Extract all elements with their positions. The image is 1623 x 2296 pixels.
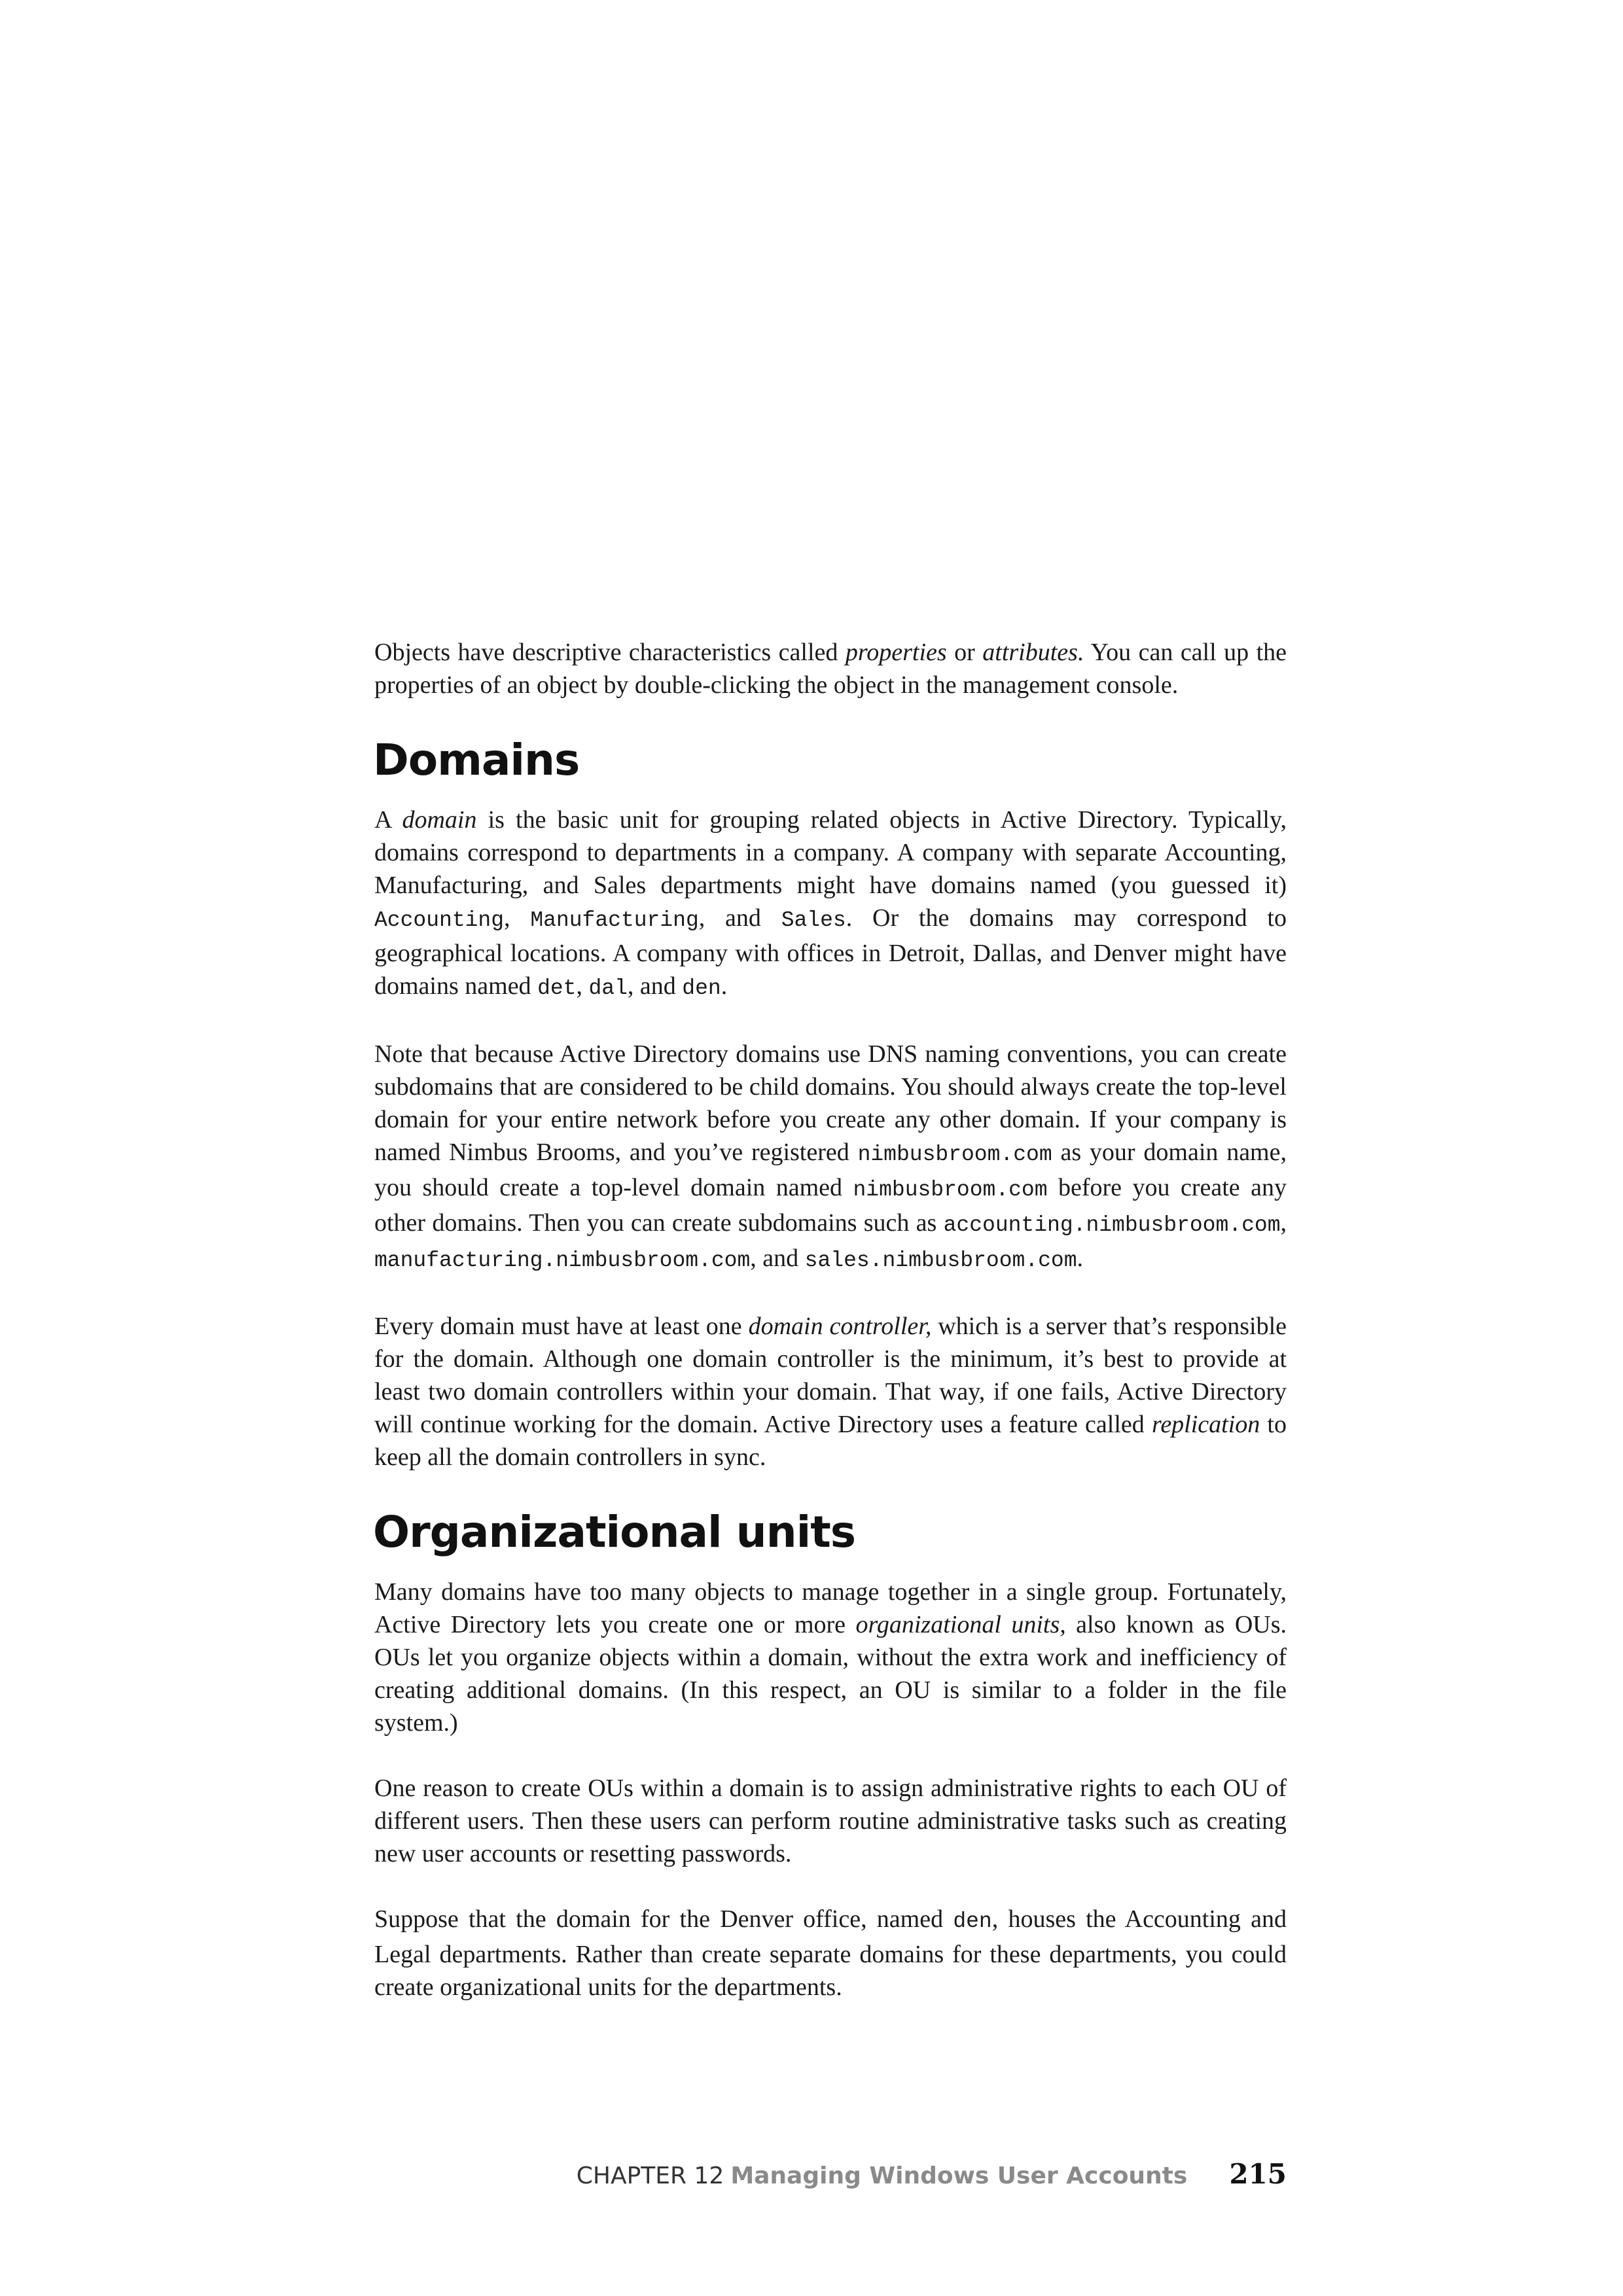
domains-paragraph-3 bbox=[374, 1310, 1287, 1474]
text-run: which is a server that’s responsible for the domain. Although one domain controller is the minimum, it’s best to provide at least two domain controllers within your domain. That way, if one fails, Active Directory will continue working for the domain. Active Directory uses a feature called bbox=[374, 1313, 1287, 1438]
organizational-units-heading: Organizational units bbox=[373, 1507, 856, 1557]
code-sales: Sales bbox=[781, 908, 846, 932]
text-run: . bbox=[721, 972, 728, 1000]
code-manufacturing: Manufacturing bbox=[530, 908, 699, 932]
text-run: Note that because Active Directory domains use DNS naming conventions, you can create subdomains that are considered to be child domains. You should always create the top-level domain for your entire network before you create any other domain. If your company is named Nimbus Brooms, and you’ve registered bbox=[374, 1040, 1287, 1166]
code-domain-name: nimbusbroom.com bbox=[853, 1178, 1048, 1202]
code-det: det bbox=[537, 976, 577, 1000]
code-subdomain-sales: sales.nimbusbroom.com bbox=[804, 1248, 1077, 1273]
text-run: Every domain must have at least one bbox=[374, 1313, 749, 1340]
chapter-label: CHAPTER 12 bbox=[576, 2163, 724, 2189]
text-run: , and bbox=[698, 904, 781, 932]
text-run: . bbox=[1077, 1245, 1084, 1272]
code-den: den bbox=[953, 1909, 992, 1934]
ous-paragraph-1 bbox=[374, 1576, 1287, 1739]
term-attributes: attributes. bbox=[982, 639, 1084, 666]
text-run: Objects have descriptive characteristics called bbox=[374, 639, 846, 666]
code-accounting: Accounting bbox=[374, 908, 505, 932]
text-run: , and bbox=[627, 972, 683, 1000]
code-domain-name: nimbusbroom.com bbox=[857, 1142, 1052, 1167]
text-run: Many domains have too many objects to manage together in a single group. Fortunately, Active Directory lets you create one or more bbox=[374, 1578, 1287, 1638]
text-run: is the basic unit for grouping related objects in Active Directory. Typically, domains correspond to departments in a company. A company with separate Accounting, Manufacturing, and Sales departments might have domains named (you guessed it) bbox=[374, 806, 1287, 899]
text-run: , bbox=[504, 904, 531, 932]
intro-paragraph bbox=[374, 636, 1287, 701]
text-run: You can call up the properties of an object by double-clicking the object in the management console. bbox=[374, 639, 1287, 699]
code-den: den bbox=[682, 976, 721, 1000]
text-run: also known as OUs. OUs let you organize objects within a domain, without the extra work and inefficiency of creating additional domains. (In this respect, an OU is similar to a folder in the file system.) bbox=[374, 1611, 1287, 1737]
text-run: , bbox=[1280, 1209, 1287, 1237]
term-properties: properties bbox=[845, 639, 947, 666]
text-run: to keep all the domain controllers in sync. bbox=[374, 1411, 1287, 1471]
domains-paragraph-2 bbox=[374, 1038, 1287, 1277]
ous-paragraph-2: One reason to create OUs within a domain is to assign administrative rights to each OU of different users. Then these users can perform routine administrative tasks such as creating new user accounts or resetting passwords. bbox=[374, 1775, 1287, 1867]
term-domain: domain bbox=[402, 806, 477, 834]
ous-paragraph-3 bbox=[374, 1903, 1287, 2004]
term-domain-controller: domain controller, bbox=[748, 1313, 932, 1340]
text-run: Suppose that the domain for the Denver office, named bbox=[374, 1905, 954, 1933]
code-subdomain-accounting: accounting.nimbusbroom.com bbox=[943, 1213, 1281, 1237]
code-dal: dal bbox=[588, 976, 628, 1000]
text-run: A bbox=[374, 806, 402, 834]
text-run: before you create any other domains. Then you can create subdomains such as bbox=[374, 1174, 1287, 1237]
page-number: 215 bbox=[1229, 2158, 1287, 2190]
text-run: , houses the Accounting and Legal departments. Rather than create separate domains for these departments, you could create organizational units for the departments. bbox=[374, 1905, 1287, 2001]
text-run: . Or the domains may correspond to geographical locations. A company with offices in Detroit, Dallas, and Denver might have domains named bbox=[374, 904, 1287, 1000]
page-footer bbox=[374, 2158, 1287, 2193]
domains-heading: Domains bbox=[373, 735, 580, 785]
text-run: , bbox=[576, 972, 589, 1000]
text-run: as your domain name, you should create a top-level domain named bbox=[374, 1139, 1287, 1201]
code-subdomain-manufacturing: manufacturing.nimbusbroom.com bbox=[374, 1248, 751, 1273]
text-run: or bbox=[946, 639, 983, 666]
text-run: , and bbox=[750, 1245, 805, 1272]
chapter-title: Managing Windows User Accounts bbox=[730, 2163, 1188, 2189]
page-body bbox=[374, 636, 1287, 2036]
domains-paragraph-1 bbox=[374, 804, 1287, 1005]
term-organizational-units: organizational units, bbox=[855, 1611, 1066, 1638]
term-replication: replication bbox=[1151, 1411, 1260, 1438]
